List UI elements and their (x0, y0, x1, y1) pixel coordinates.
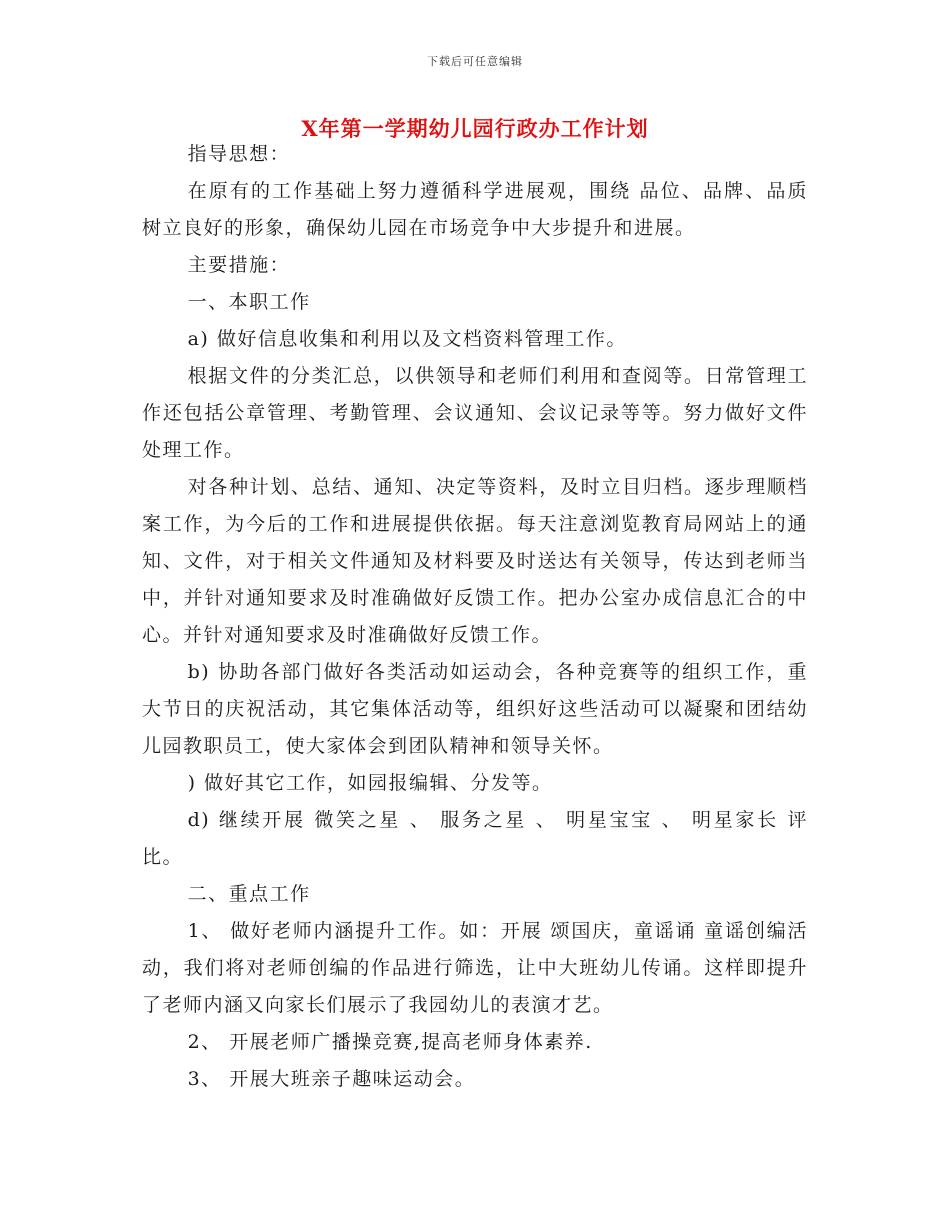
paragraph-key-2: 2、 开展老师广播操竞赛,提高老师身体素养. (187, 1031, 593, 1053)
paragraph-item-b: b) 协助各部门做好各类活动如运动会，各种竞赛等的组织工作，重大节日的庆祝活动，其它集体活动等，组织好这些活动可以凝聚和团结幼儿园教职员工，使大家体会到团队精神和领导关怀。 (142, 661, 808, 757)
paragraph-guiding-heading: 指导思想： (187, 143, 291, 165)
section-heading-duties: 一、本职工作 (187, 291, 311, 313)
paragraph-item-c: ) 做好其它工作，如园报编辑、分发等。 (187, 772, 553, 794)
paragraph-item-a: a) 做好信息收集和利用以及文档资料管理工作。 (187, 328, 627, 350)
document-body (142, 136, 808, 1098)
section-heading-key-work: 二、重点工作 (187, 883, 311, 905)
paragraph-archiving: 对各种计划、总结、通知、决定等资料，及时立目归档。逐步理顺档案工作，为今后的工作和进展提供依据。每天注意浏览教育局网站上的通知、文件，对于相关文件通知及材料要及时送达有关领导，传达到老师当中，并针对通知要求及时准确做好反馈工作。把办公室办成信息汇合的中心。并针对通知要求及时准确做好反馈工作。 (142, 476, 808, 646)
paragraph-guiding-text: 在原有的工作基础上努力遵循科学进展观，围绕 品位、品牌、品质 树立良好的形象，确保幼儿园在市场竞争中大步提升和进展。 (142, 180, 808, 239)
paragraph-item-d: d) 继续开展 微笑之星 、 服务之星 、 明星宝宝 、 明星家长 评比。 (142, 809, 808, 868)
header-note: 下载后可任意编辑 (427, 55, 523, 68)
paragraph-filing: 根据文件的分类汇总，以供领导和老师们利用和查阅等。日常管理工作还包括公章管理、考勤管理、会议通知、会议记录等等。努力做好文件处理工作。 (142, 365, 808, 461)
document-title: X年第一学期幼儿园行政办工作计划 (301, 116, 649, 141)
paragraph-key-3: 3、 开展大班亲子趣味运动会。 (187, 1068, 476, 1090)
paragraph-measures-heading: 主要措施： (187, 254, 291, 276)
paragraph-key-1: 1、 做好老师内涵提升工作。如：开展 颂国庆，童谣诵 童谣创编活动，我们将对老师创编的作品进行筛选，让中大班幼儿传诵。这样即提升了老师内涵又向家长们展示了我园幼儿的表演才艺。 (142, 920, 808, 1016)
